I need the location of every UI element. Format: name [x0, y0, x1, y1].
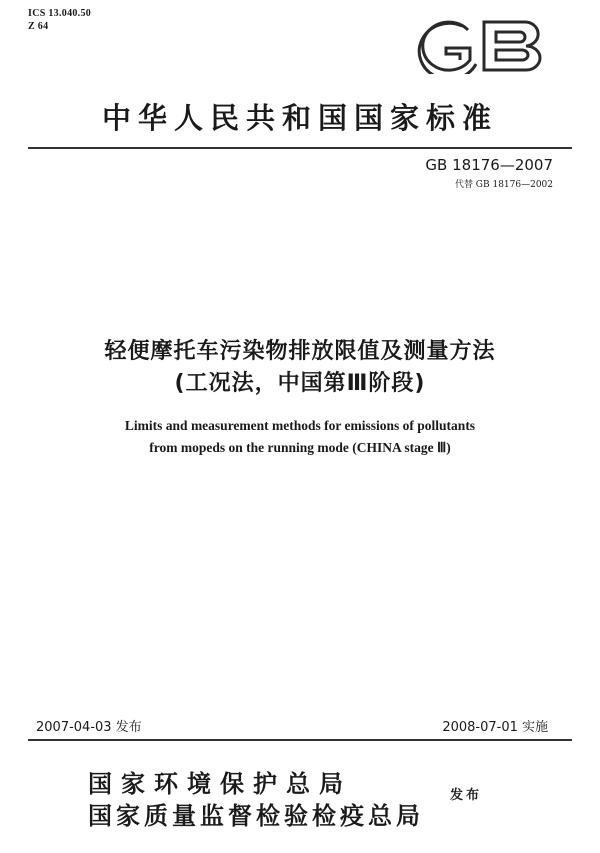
bottom-divider [28, 739, 572, 741]
ics-block [28, 8, 91, 34]
chinese-title-line1: 轻便摩托车污染物排放限值及测量方法 [104, 339, 496, 364]
class-code: Z 64 [28, 21, 49, 32]
gb-logo-icon [408, 18, 550, 74]
publish-date: 2007-04-03 发布 [36, 720, 142, 735]
replaces-note: 代替 GB 18176—2002 [454, 180, 553, 190]
top-divider [28, 147, 572, 149]
english-title-line1: Limits and measurement methods for emissions of pollutants [124, 418, 476, 433]
ics-code: ICS 13.040.50 [28, 8, 92, 19]
issuer-line1: 国家环境保护总局 [88, 769, 352, 798]
standard-number: GB 18176—2007 [425, 156, 553, 174]
publish-label: 发布 [450, 788, 483, 803]
national-standard-title: 中华人民共和国国家标准 [101, 101, 498, 135]
chinese-title-line2: (工况法，中国第Ⅲ阶段) [174, 371, 426, 396]
issuer-line2: 国家质量监督检验检疫总局 [88, 801, 424, 830]
implement-date: 2008-07-01 实施 [442, 720, 548, 735]
english-title-line2: from mopeds on the running mode (CHINA stage Ⅲ) [149, 440, 451, 455]
